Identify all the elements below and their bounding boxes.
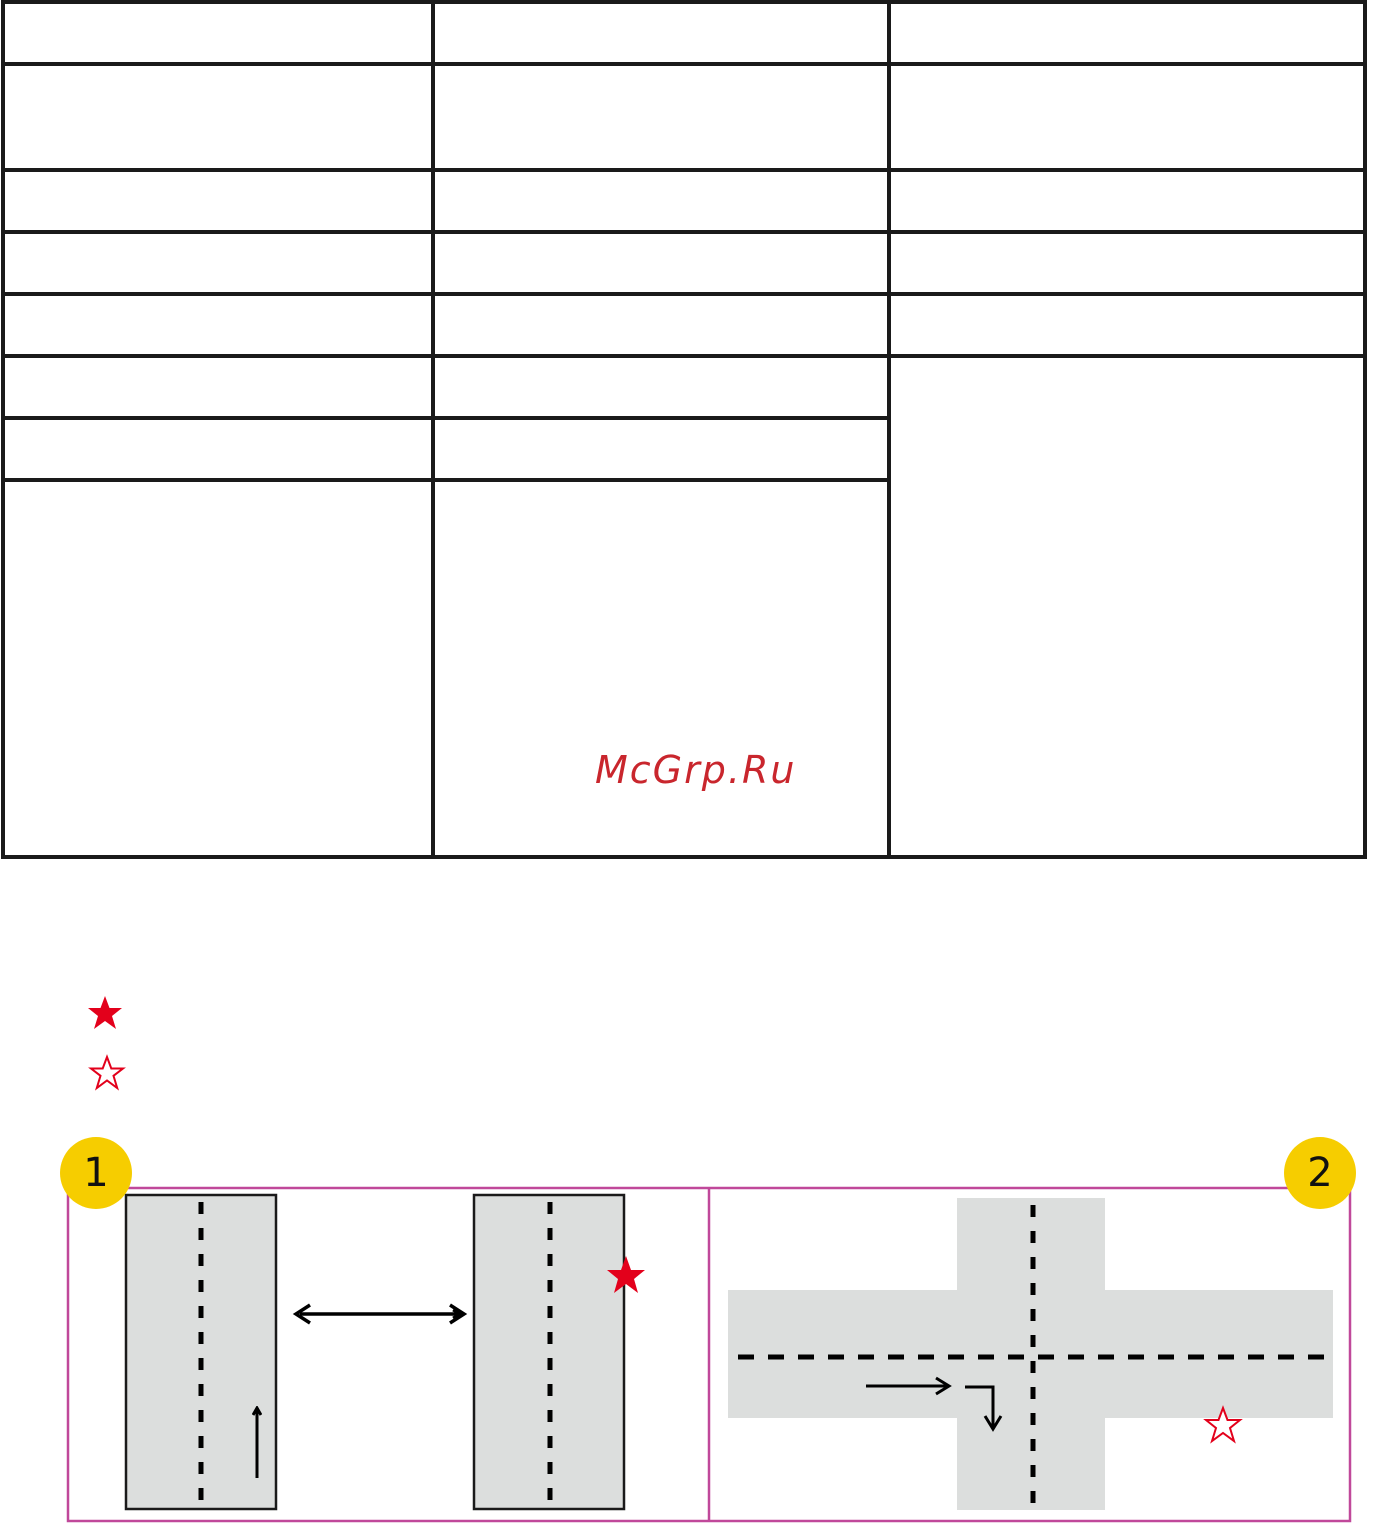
road-diagrams [0,1120,1378,1537]
table-cell [5,4,431,62]
panel-1-badge: 1 [60,1137,132,1209]
watermark-text: McGrp.Ru [595,748,797,792]
outline-star-icon [88,1054,126,1092]
panel-2 [728,1198,1333,1510]
panel-2-badge: 2 [1284,1137,1356,1209]
road-segment-left [126,1195,276,1509]
road-segment-right [474,1195,624,1509]
panel-1 [126,1195,645,1509]
filled-star-icon [86,994,124,1032]
